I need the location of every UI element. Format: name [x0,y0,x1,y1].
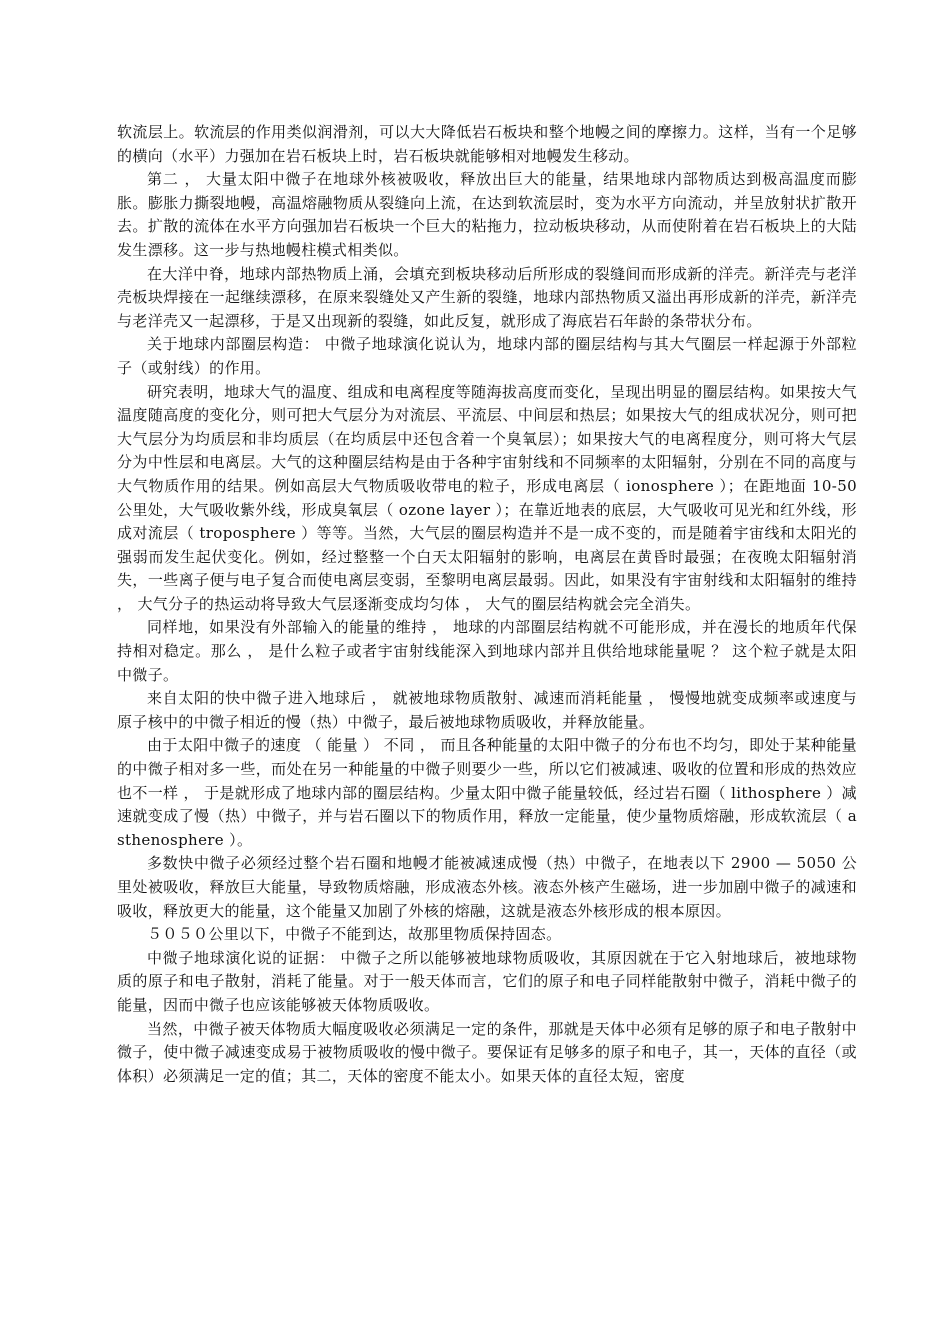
paragraph-9: 多数快中微子必须经过整个岩石圈和地幔才能被减速成慢（热）中微子，在地表以下 2900 — 5050 公里处被吸收，释放巨大能量，导致物质熔融，形成液态外核。液态外核产生磁场，进一步加剧中微子的减速和吸收，释放更大的能量，这个能量又加剧了外核的熔融，这就是液态外核形成的根本原因。 [117,854,857,920]
paragraph-8: 由于太阳中微子的速度 （ 能量 ） 不同 ， 而且各种能量的太阳中微子的分布也不均匀，即处于某种能量的中微子相对多一些，而处在另一种能量的中微子则要少一些，所以它们被减速、吸收的位置和形成的热效应也不一样 ， 于是就形成了地球内部的圈层结构。少量太阳中微子能量较低，经过岩石圈（ lithosphere ）减速就变成了慢（热）中微子，并与岩石圈以下的物质作用，释放一定能量，使少量物质熔融，形成软流层（ asthenosphere ）。 [117,736,857,849]
paragraph-5: 研究表明，地球大气的温度、组成和电离程度等随海拔高度而变化，呈现出明显的圈层结构。如果按大气温度随高度的变化分，则可把大气层分为对流层、平流层、中间层和热层；如果按大气的组成状况分，则可把大气层分为均质层和非均质层（在均质层中还包含着一个臭氧层）；如果按大气的电离程度分，则可将大气层分为中性层和电离层。大气的这种圈层结构是由于各种宇宙射线和不同频率的太阳辐射，分别在不同的高度与大气物质作用的结果。例如高层大气物质吸收带电的粒子，形成电离层（ ionosphere ）；在距地面 10-50 公里处，大气吸收紫外线，形成臭氧层（ ozone layer ）；在靠近地表的底层，大气吸收可见光和红外线，形成对流层（ troposphere ）等等。当然，大气层的圈层构造并不是一成不变的，而是随着宇宙线和太阳光的强弱而发生起伏变化。例如，经过整整一个白天太阳辐射的影响，电离层在黄昏时最强；在夜晚太阳辐射消失，一些离子便与电子复合而使电离层变弱，至黎明电离层最弱。因此，如果没有宇宙射线和太阳辐射的维持 ， 大气分子的热运动将导致大气层逐渐变成均匀体 ， 大气的圈层结构就会完全消失。 [117,382,857,613]
paragraph-1: 软流层上。软流层的作用类似润滑剂，可以大大降低岩石板块和整个地幔之间的摩擦力。这样，当有一个足够的横向（水平）力强加在岩石板块上时，岩石板块就能够相对地幔发生移动。 [117,123,857,165]
paragraph-2: 第二 ， 大量太阳中微子在地球外核被吸收，释放出巨大的能量，结果地球内部物质达到极高温度而膨胀。膨胀力撕裂地幔，高温熔融物质从裂缝向上流，在达到软流层时，变为水平方向流动，并呈放射状扩散开去。扩散的流体在水平方向强加岩石板块一个巨大的粘拖力，拉动板块移动，从而使附着在岩石板块上的大陆发生漂移。这一步与热地幔柱模式相类似。 [117,170,857,259]
paragraph-10: ５０５０公里以下，中微子不能到达，故那里物质保持固态。 [147,925,562,944]
paragraph-11: 中微子地球演化说的证据： 中微子之所以能够被地球物质吸收，其原因就在于它入射地球后，被地球物质的原子和电子散射，消耗了能量。对于一般天体而言，它们的原子和电子同样能散射中微子，消耗中微子的能量，因而中微子也应该能够被天体物质吸收。 [117,948,857,1014]
paragraph-7: 来自太阳的快中微子进入地球后 ， 就被地球物质散射、减速而消耗能量 ， 慢慢地就变成频率或速度与原子核中的中微子相近的慢（热）中微子，最后被地球物质吸收，并释放能量。 [117,689,857,731]
paragraph-4: 关于地球内部圈层构造： 中微子地球演化说认为，地球内部的圈层结构与其大气圈层一样起源于外部粒子（或射线）的作用。 [117,335,857,377]
paragraph-3: 在大洋中脊，地球内部热物质上涌，会填充到板块移动后所形成的裂缝间而形成新的洋壳。新洋壳与老洋壳板块焊接在一起继续漂移，在原来裂缝处又产生新的裂缝，地球内部热物质又溢出再形成新的洋壳，新洋壳与老洋壳又一起漂移，于是又出现新的裂缝，如此反复，就形成了海底岩石年龄的条带状分布。 [117,264,857,330]
paragraph-6: 同样地，如果没有外部输入的能量的维持 ， 地球的内部圈层结构就不可能形成，并在漫长的地质年代保持相对稳定。那么 ， 是什么粒子或者宇宙射线能深入到地球内部并且供给地球能量呢 ？ 这个粒子就是太阳中微子。 [117,618,857,684]
document-body [117,121,857,1088]
paragraph-12: 当然，中微子被天体物质大幅度吸收必须满足一定的条件，那就是天体中必须有足够的原子和电子散射中微子，使中微子减速变成易于被物质吸收的慢中微子。要保证有足够多的原子和电子，其一，天体的直径（或体积）必须满足一定的值；其二，天体的密度不能太小。如果天体的直径太短，密度 [117,1019,857,1085]
